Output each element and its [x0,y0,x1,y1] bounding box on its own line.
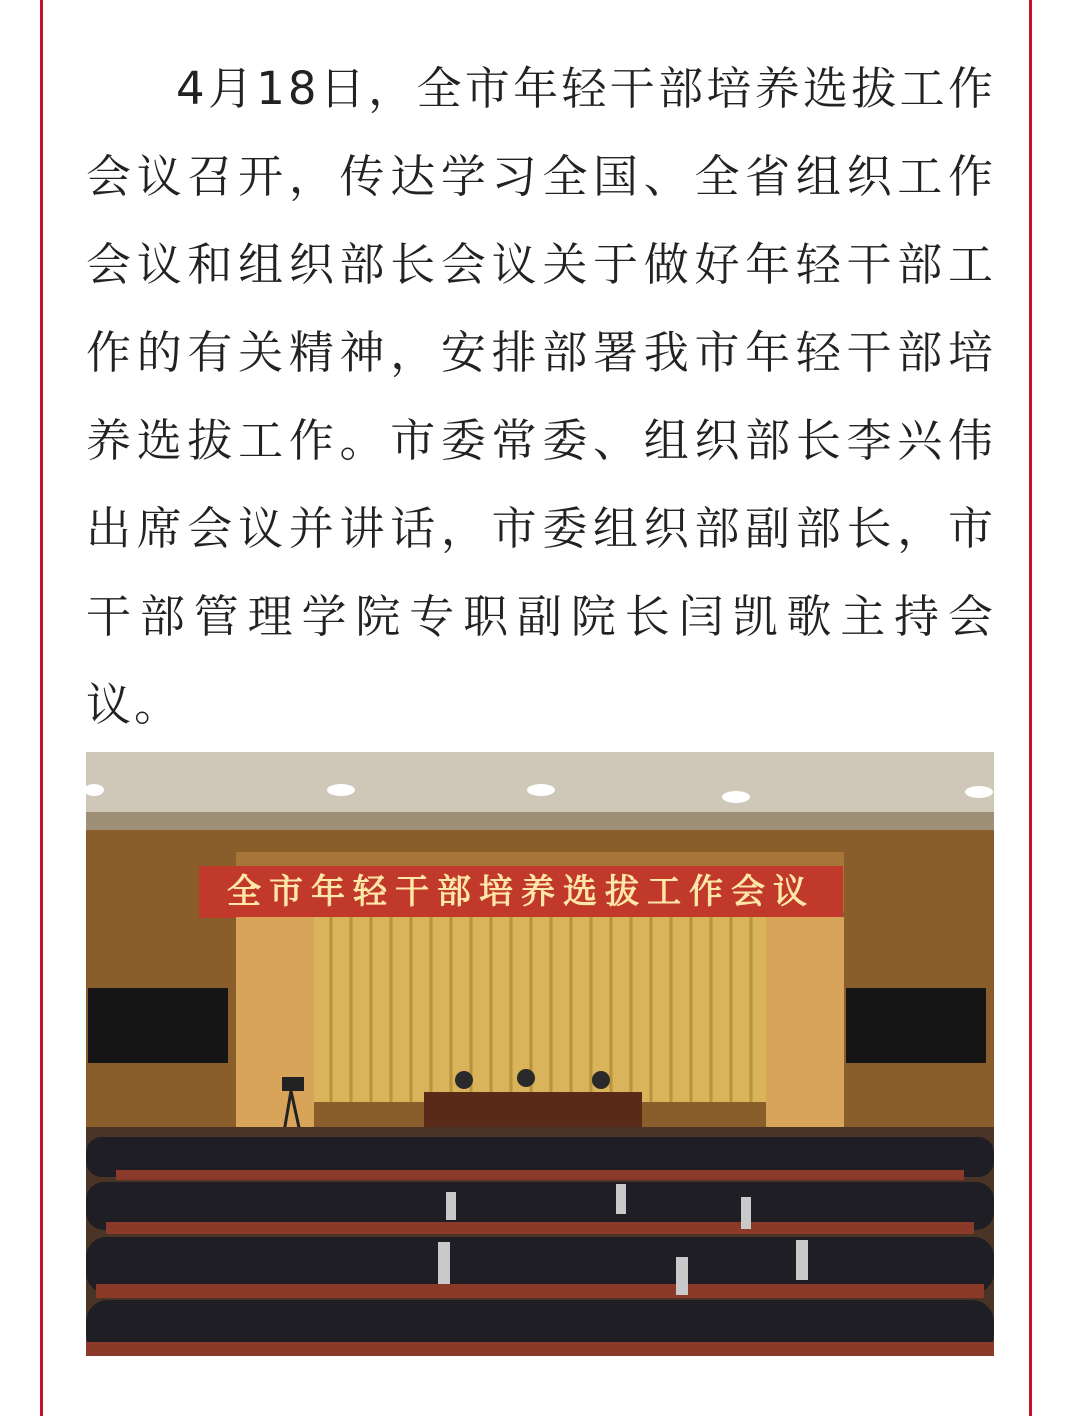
meeting-photo-illustration [86,752,994,1356]
meeting-photo [86,752,994,1356]
article-paragraph: 4月18日，全市年轻干部培养选拔工作会议召开，传达学习全国、全省组织工作会议和组织部长会议关于做好年轻干部工作的有关精神，安排部署我市年轻干部培养选拔工作。市委常委、组织部长李兴伟出席会议并讲话，市委组织部副部长，市干部管理学院专职副院长闫凯歌主持会议。 [86,62,996,731]
meeting-banner-text: 全市年轻干部培养选拔工作会议 [227,872,815,912]
